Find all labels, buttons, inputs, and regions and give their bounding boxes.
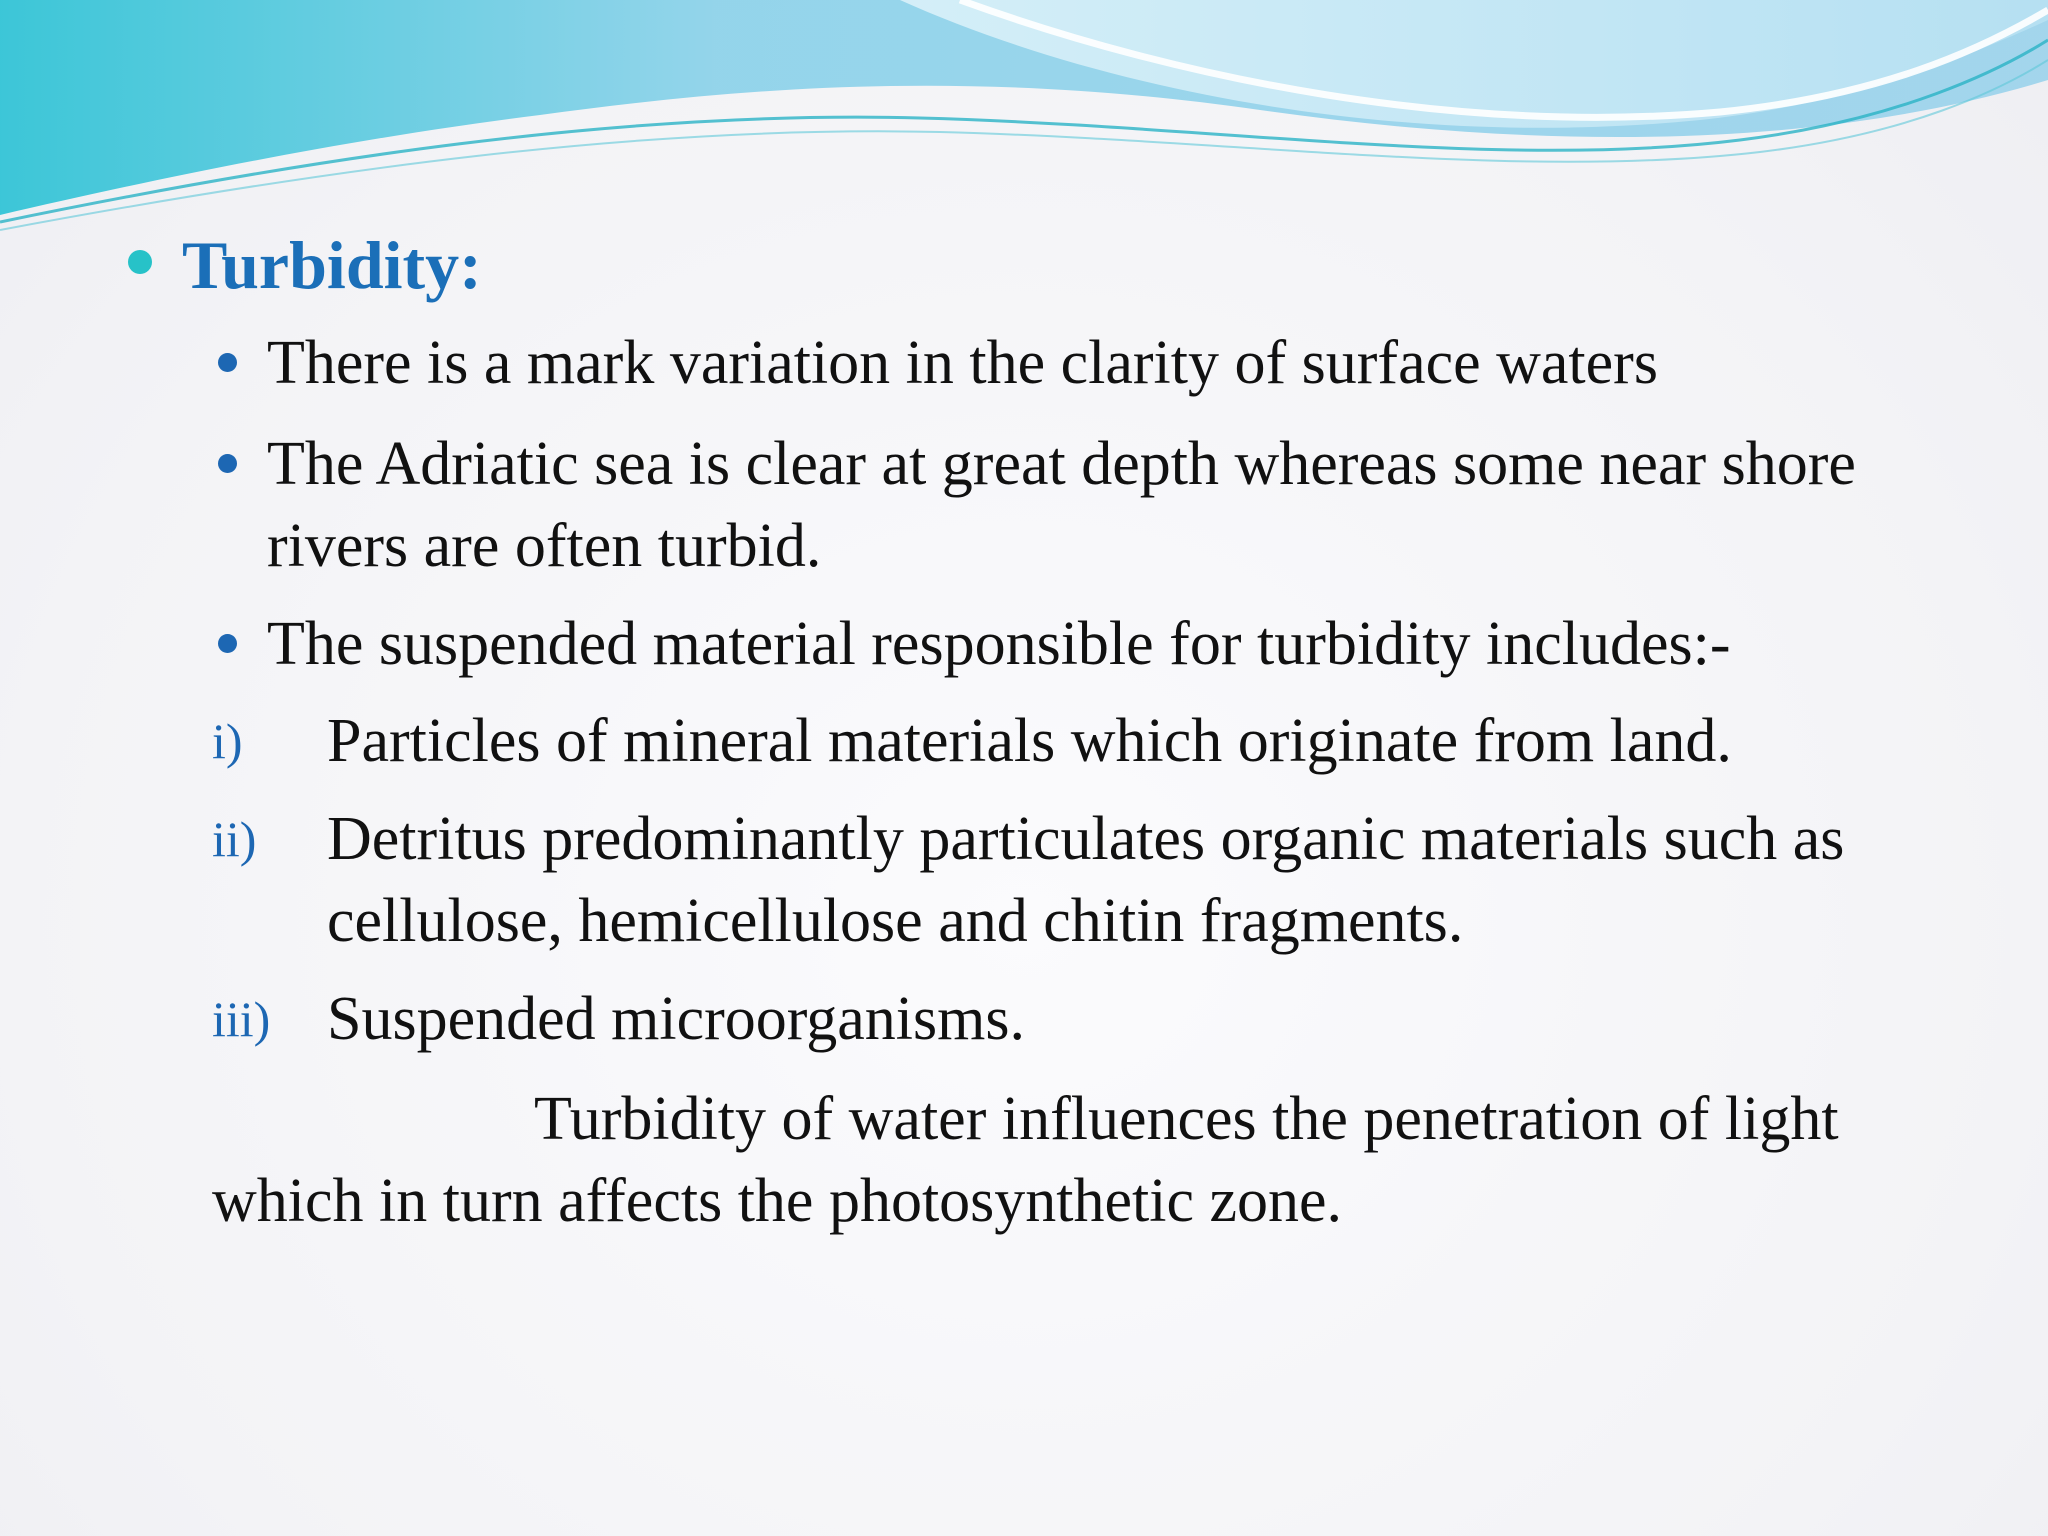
bullet-text: There is a mark variation in the clarity of surface waters xyxy=(267,329,1658,397)
numbered-item-1 xyxy=(212,700,2027,782)
bullet-item-2 xyxy=(218,423,1927,587)
heading-row xyxy=(128,222,482,308)
sub-bullet-icon xyxy=(218,353,237,372)
bullet-item-1 xyxy=(218,322,1907,404)
list-marker: iii) xyxy=(212,991,271,1047)
main-bullet-icon xyxy=(128,250,152,274)
bullet-text: The suspended material responsible for turbidity includes:- xyxy=(267,610,1731,678)
bullet-item-3 xyxy=(218,603,1907,685)
sub-bullet-icon xyxy=(218,634,237,653)
numbered-item-3 xyxy=(212,978,2027,1060)
slide-heading: Turbidity: xyxy=(182,227,482,303)
numbered-text: Detritus predominantly particulates organic materials such as cellulose, hemicellulose and chitin fragments. xyxy=(327,805,1845,955)
list-marker: ii) xyxy=(212,811,257,867)
numbered-item-2 xyxy=(212,798,2027,962)
sub-bullet-icon xyxy=(218,454,237,473)
list-marker: i) xyxy=(212,713,243,769)
conclusion-paragraph: Turbidity of water influences the penetration of light which in turn affects the photosynthetic zone. xyxy=(212,1085,1839,1235)
numbered-text: Suspended microorganisms. xyxy=(327,985,1026,1053)
bullet-text: The Adriatic sea is clear at great depth whereas some near shore rivers are often turbid. xyxy=(267,430,1856,580)
numbered-text: Particles of mineral materials which originate from land. xyxy=(327,707,1732,775)
